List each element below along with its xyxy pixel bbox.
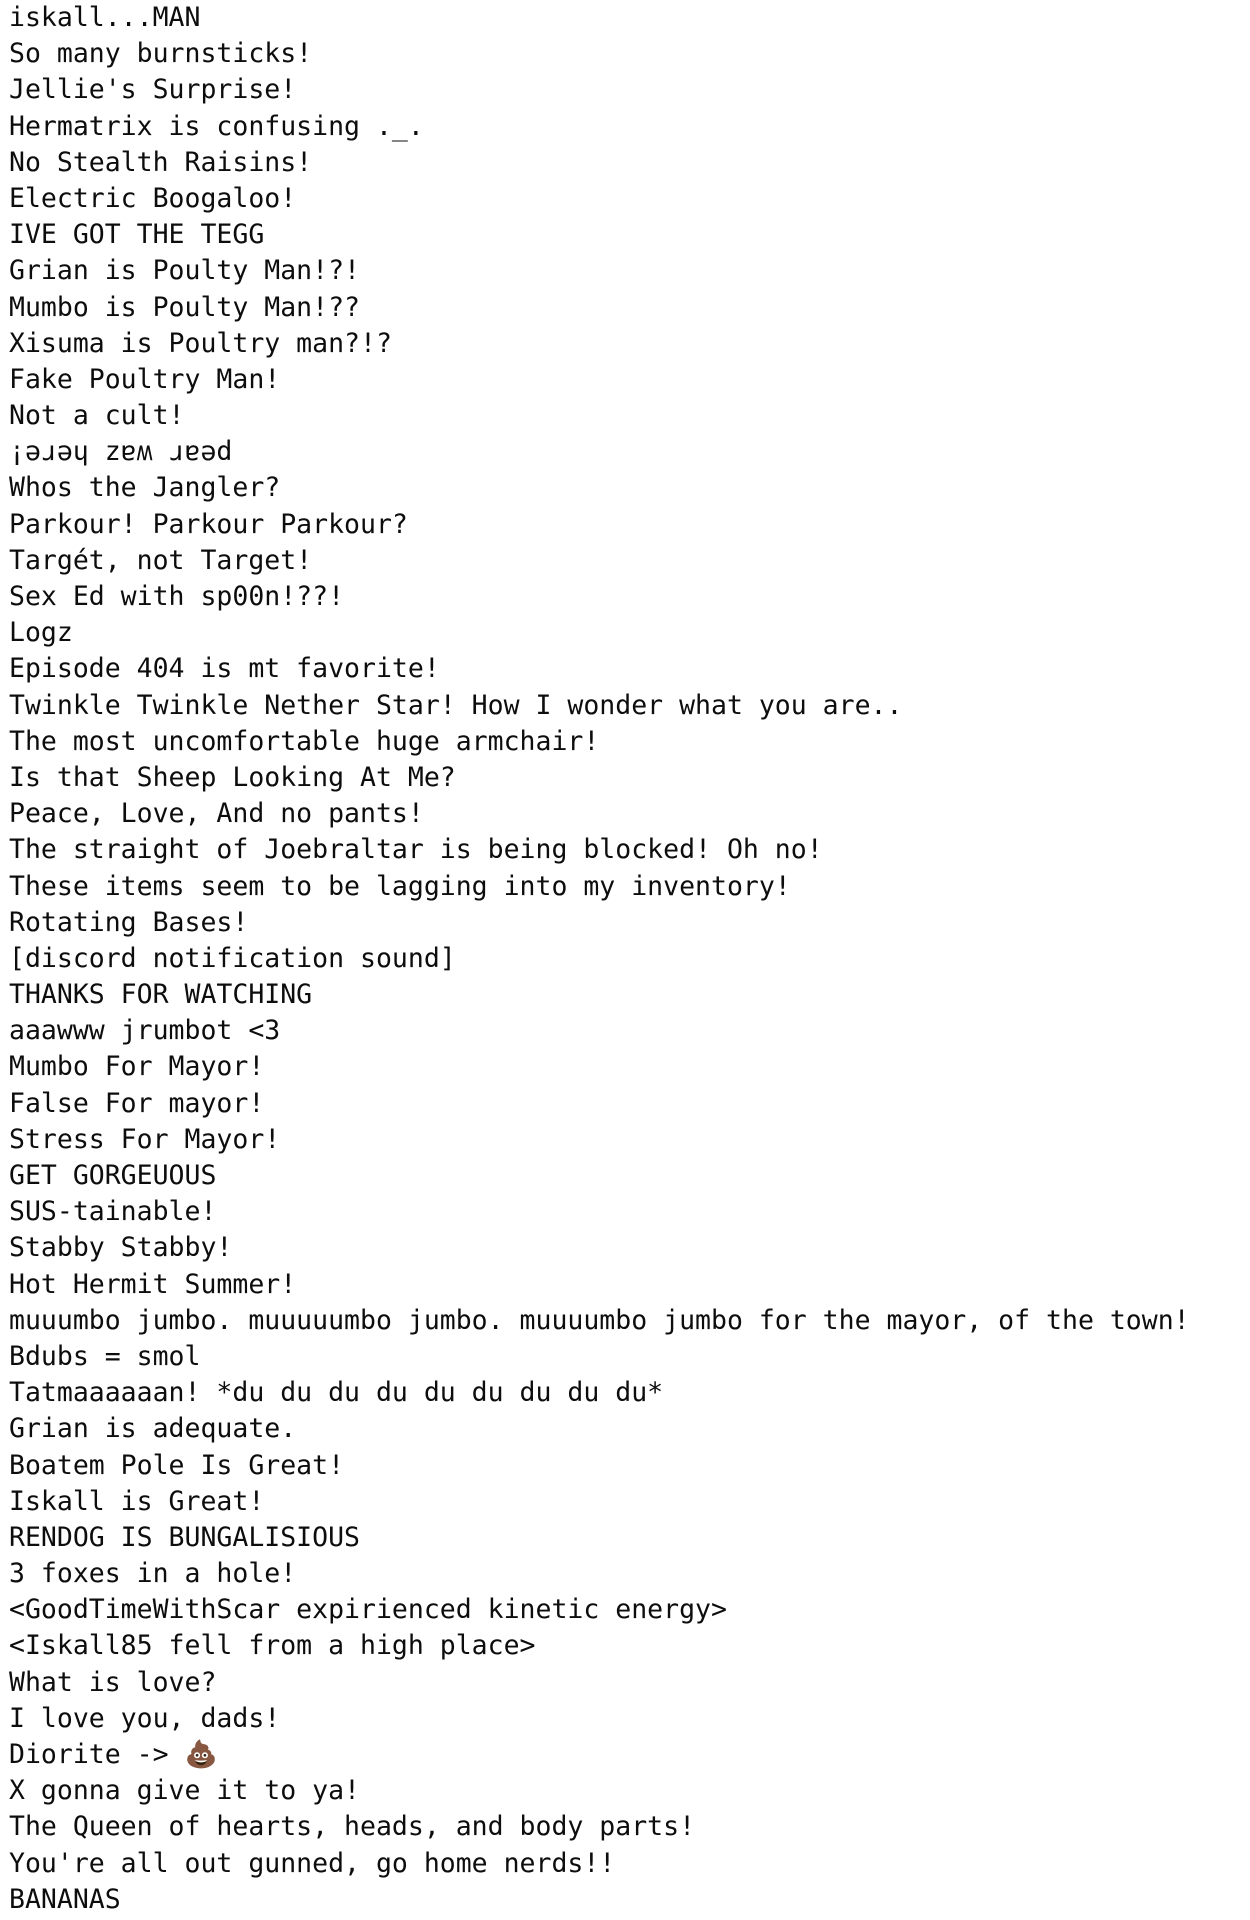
text-line: Hermatrix is confusing ._.: [9, 110, 424, 142]
text-line: What is love?: [9, 1666, 217, 1698]
text-line: False For mayor!: [9, 1087, 265, 1119]
text-line: X gonna give it to ya!: [9, 1775, 360, 1807]
text-line: Whos the Jangler?: [9, 472, 281, 504]
text-line: The Queen of hearts, heads, and body parts!: [9, 1811, 696, 1843]
text-line: Sex Ed with sp00n!??!: [9, 581, 345, 612]
text-line: Boatem Pole Is Great!: [9, 1449, 345, 1481]
text-line: Tatmaaaaaan! *du du du du du du du du du*: [9, 1377, 664, 1409]
text-line: [discord notification sound]: [9, 942, 456, 974]
text-line: Electric Boogaloo!: [9, 182, 297, 214]
text-line: RENDOG IS BUNGALISIOUS: [9, 1521, 360, 1553]
text-line: Grian is adequate.: [9, 1413, 297, 1445]
text-line: Xisuma is Poultry man?!?: [9, 327, 392, 359]
text-line: Jellie's Surprise!: [9, 74, 297, 106]
text-line: THANKS FOR WATCHING: [9, 979, 313, 1011]
text-line: The most uncomfortable huge armchair!: [9, 725, 600, 757]
text-line: Grian is Poulty Man!?!: [9, 255, 360, 287]
text-line: BANANAS: [9, 1883, 121, 1915]
text-line: The straight of Joebraltar is being blocked! Oh no!: [9, 834, 823, 866]
text-line: I love you, dads!: [9, 1702, 281, 1734]
text-line: IVE GOT THE TEGG: [9, 219, 265, 251]
text-line: Iskall is Great!: [9, 1485, 265, 1517]
text-line: Fake Poultry Man!: [9, 363, 281, 395]
text-line: Mumbo is Poulty Man!??: [9, 291, 360, 323]
text-line: Stabby Stabby!: [9, 1232, 233, 1264]
text-line: Logz: [9, 617, 73, 649]
text-line: Not a cult!: [9, 400, 185, 432]
text-line: 3 foxes in a hole!: [9, 1558, 297, 1590]
text-line: Episode 404 is mt favorite!: [9, 653, 440, 685]
text-line: ¡ǝɹǝɥ zɐʍ ɹɐǝd: [9, 436, 233, 468]
text-line: Is that Sheep Looking At Me?: [9, 761, 456, 793]
text-line: Hot Hermit Summer!: [9, 1268, 297, 1300]
text-line: Twinkle Twinkle Nether Star! How I wonder what you are..: [9, 689, 903, 721]
text-line: You're all out gunned, go home nerds!!: [9, 1847, 616, 1879]
text-line: Parkour! Parkour Parkour?: [9, 508, 408, 540]
text-line: No Stealth Raisins!: [9, 146, 313, 178]
text-line: These items seem to be lagging into my inventory!: [9, 870, 791, 902]
text-line: Diorite -> 💩: [9, 1739, 218, 1770]
text-line: <GoodTimeWithScar expirienced kinetic energy>: [9, 1594, 727, 1626]
text-line: muuumbo jumbo. muuuuumbo jumbo. muuuumbo jumbo for the mayor, of the town!: [9, 1304, 1190, 1336]
text-line: Targét, not Target!: [9, 544, 313, 576]
text-line: Stress For Mayor!: [9, 1123, 281, 1155]
text-line: GET GORGEUOUS: [9, 1160, 217, 1191]
text-line: aaawww jrumbot <3: [9, 1015, 281, 1047]
text-line: Rotating Bases!: [9, 906, 249, 938]
text-line: So many burnsticks!: [9, 38, 313, 70]
text-line: iskall...MAN: [9, 2, 201, 33]
text-line: Bdubs = smol: [9, 1340, 201, 1372]
text-document[interactable]: [9, 0, 1245, 1920]
text-line: Peace, Love, And no pants!: [9, 798, 424, 830]
text-line: <Iskall85 fell from a high place>: [9, 1630, 536, 1662]
text-line: SUS-tainable!: [9, 1196, 217, 1228]
text-line: Mumbo For Mayor!: [9, 1051, 265, 1083]
